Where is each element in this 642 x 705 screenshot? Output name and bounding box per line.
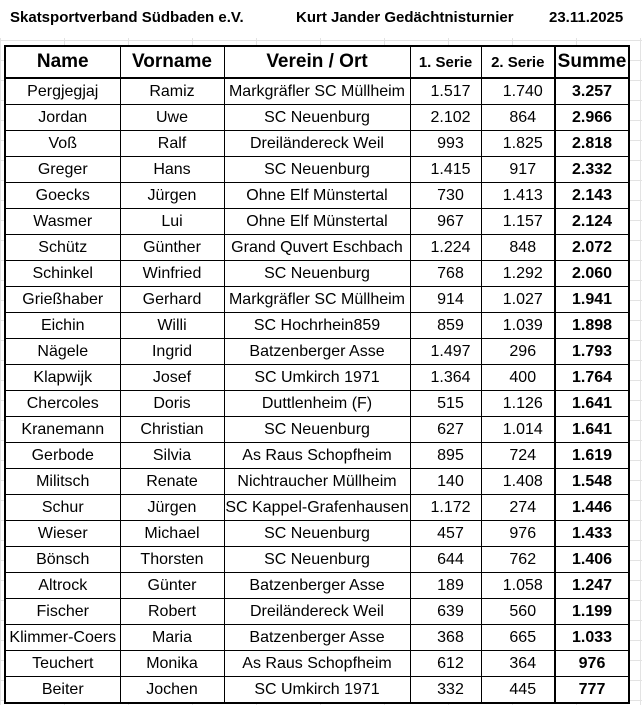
cell-verein[interactable]: SC Neuenburg	[224, 157, 410, 183]
table-row	[5, 443, 629, 469]
cell-summe[interactable]: 1.406	[555, 547, 629, 573]
cell-name[interactable]: Nägele	[5, 339, 120, 365]
table-row	[5, 209, 629, 235]
cell-verein[interactable]: SC Kappel-Grafenhausen	[224, 495, 410, 521]
cell-name[interactable]: Jordan	[5, 105, 120, 131]
cell-serie1[interactable]: 1.172	[410, 495, 481, 521]
cell-name[interactable]: Klapwijk	[5, 365, 120, 391]
cell-summe[interactable]: 1.641	[555, 391, 629, 417]
cell-serie2[interactable]: 1.058	[481, 573, 555, 599]
table-row	[5, 339, 629, 365]
cell-name[interactable]: Goecks	[5, 183, 120, 209]
cell-vorname[interactable]: Uwe	[120, 105, 224, 131]
table-row	[5, 261, 629, 287]
cell-name[interactable]: Grießhaber	[5, 287, 120, 313]
cell-serie2[interactable]: 1.740	[481, 78, 555, 105]
cell-serie2[interactable]: 762	[481, 547, 555, 573]
cell-summe[interactable]: 2.818	[555, 131, 629, 157]
sheet-header	[0, 0, 642, 38]
cell-serie2[interactable]: 1.014	[481, 417, 555, 443]
cell-verein[interactable]: Grand Quvert Eschbach	[224, 235, 410, 261]
cell-name[interactable]: Gerbode	[5, 443, 120, 469]
cell-vorname[interactable]: Günter	[120, 573, 224, 599]
cell-vorname[interactable]: Ralf	[120, 131, 224, 157]
header-row	[5, 46, 629, 78]
cell-verein[interactable]: Ohne Elf Münstertal	[224, 183, 410, 209]
table-row	[5, 469, 629, 495]
results-table	[4, 45, 630, 704]
cell-serie2[interactable]: 560	[481, 599, 555, 625]
column-header-name[interactable]: Name	[5, 46, 120, 78]
table-row	[5, 651, 629, 677]
cell-vorname[interactable]: Michael	[120, 521, 224, 547]
cell-serie2[interactable]: 274	[481, 495, 555, 521]
cell-serie1[interactable]: 189	[410, 573, 481, 599]
cell-name[interactable]: Militsch	[5, 469, 120, 495]
cell-serie1[interactable]: 515	[410, 391, 481, 417]
cell-serie1[interactable]: 1.224	[410, 235, 481, 261]
cell-summe[interactable]: 2.966	[555, 105, 629, 131]
cell-serie2[interactable]: 364	[481, 651, 555, 677]
cell-vorname[interactable]: Doris	[120, 391, 224, 417]
cell-summe[interactable]: 3.257	[555, 78, 629, 105]
cell-summe[interactable]: 2.060	[555, 261, 629, 287]
cell-summe[interactable]: 976	[555, 651, 629, 677]
cell-name[interactable]: Schütz	[5, 235, 120, 261]
column-header-summe[interactable]: Summe	[555, 46, 629, 78]
cell-summe[interactable]: 1.941	[555, 287, 629, 313]
cell-serie1[interactable]: 2.102	[410, 105, 481, 131]
cell-serie2[interactable]: 1.292	[481, 261, 555, 287]
tournament-date: 23.11.2025	[549, 9, 624, 26]
table-row	[5, 391, 629, 417]
cell-serie2[interactable]: 864	[481, 105, 555, 131]
cell-name[interactable]: Teuchert	[5, 651, 120, 677]
cell-serie1[interactable]: 993	[410, 131, 481, 157]
cell-serie2[interactable]: 1.039	[481, 313, 555, 339]
cell-summe[interactable]: 777	[555, 677, 629, 704]
cell-vorname[interactable]: Monika	[120, 651, 224, 677]
cell-serie1[interactable]: 730	[410, 183, 481, 209]
table-row	[5, 417, 629, 443]
cell-name[interactable]: Schur	[5, 495, 120, 521]
cell-serie2[interactable]: 665	[481, 625, 555, 651]
cell-verein[interactable]: SC Neuenburg	[224, 521, 410, 547]
cell-name[interactable]: Wasmer	[5, 209, 120, 235]
cell-vorname[interactable]: Hans	[120, 157, 224, 183]
cell-verein[interactable]: Batzenberger Asse	[224, 625, 410, 651]
table-row	[5, 547, 629, 573]
cell-vorname[interactable]: Jürgen	[120, 495, 224, 521]
cell-summe[interactable]: 1.446	[555, 495, 629, 521]
table-row	[5, 157, 629, 183]
tournament-title: Kurt Jander Gedächtnisturnier	[296, 9, 514, 26]
cell-serie1[interactable]: 368	[410, 625, 481, 651]
cell-summe[interactable]: 2.143	[555, 183, 629, 209]
cell-vorname[interactable]: Jürgen	[120, 183, 224, 209]
cell-name[interactable]: Greger	[5, 157, 120, 183]
cell-verein[interactable]: As Raus Schopfheim	[224, 651, 410, 677]
table-row	[5, 573, 629, 599]
column-header-vorname[interactable]: Vorname	[120, 46, 224, 78]
cell-vorname[interactable]: Günther	[120, 235, 224, 261]
cell-summe[interactable]: 1.199	[555, 599, 629, 625]
column-header-verein[interactable]: Verein / Ort	[224, 46, 410, 78]
cell-verein[interactable]: SC Neuenburg	[224, 261, 410, 287]
cell-name[interactable]: Beiter	[5, 677, 120, 704]
cell-serie1[interactable]: 612	[410, 651, 481, 677]
cell-summe[interactable]: 1.619	[555, 443, 629, 469]
cell-vorname[interactable]: Lui	[120, 209, 224, 235]
cell-name[interactable]: Wieser	[5, 521, 120, 547]
cell-serie2[interactable]: 976	[481, 521, 555, 547]
cell-serie1[interactable]: 768	[410, 261, 481, 287]
table-row	[5, 521, 629, 547]
org-title: Skatsportverband Südbaden e.V.	[10, 9, 244, 26]
cell-verein[interactable]: Batzenberger Asse	[224, 339, 410, 365]
cell-serie2[interactable]: 1.413	[481, 183, 555, 209]
cell-serie2[interactable]: 296	[481, 339, 555, 365]
cell-verein[interactable]: As Raus Schopfheim	[224, 443, 410, 469]
cell-serie1[interactable]: 457	[410, 521, 481, 547]
cell-summe[interactable]: 1.641	[555, 417, 629, 443]
cell-verein[interactable]: Dreiländereck Weil	[224, 131, 410, 157]
cell-vorname[interactable]: Willi	[120, 313, 224, 339]
cell-serie1[interactable]: 140	[410, 469, 481, 495]
cell-serie2[interactable]: 848	[481, 235, 555, 261]
table-row	[5, 365, 629, 391]
table-row	[5, 235, 629, 261]
cell-vorname[interactable]: Renate	[120, 469, 224, 495]
cell-verein[interactable]: Markgräfler SC Müllheim	[224, 287, 410, 313]
cell-name[interactable]: Altrock	[5, 573, 120, 599]
table-row	[5, 287, 629, 313]
cell-serie1[interactable]: 1.497	[410, 339, 481, 365]
cell-serie2[interactable]: 917	[481, 157, 555, 183]
cell-verein[interactable]: SC Neuenburg	[224, 105, 410, 131]
table-row	[5, 313, 629, 339]
cell-serie1[interactable]: 332	[410, 677, 481, 704]
cell-verein[interactable]: SC Hochrhein859	[224, 313, 410, 339]
cell-serie1[interactable]: 639	[410, 599, 481, 625]
table-row	[5, 599, 629, 625]
cell-summe[interactable]: 1.764	[555, 365, 629, 391]
cell-summe[interactable]: 1.247	[555, 573, 629, 599]
cell-vorname[interactable]: Gerhard	[120, 287, 224, 313]
cell-verein[interactable]: Duttlenheim (F)	[224, 391, 410, 417]
cell-name[interactable]: Bönsch	[5, 547, 120, 573]
cell-summe[interactable]: 1.033	[555, 625, 629, 651]
table-row	[5, 183, 629, 209]
column-header-serie2[interactable]: 2. Serie	[481, 46, 555, 78]
cell-summe[interactable]: 1.433	[555, 521, 629, 547]
cell-serie1[interactable]: 1.517	[410, 78, 481, 105]
cell-serie2[interactable]: 1.825	[481, 131, 555, 157]
cell-serie1[interactable]: 914	[410, 287, 481, 313]
cell-serie1[interactable]: 1.415	[410, 157, 481, 183]
cell-serie2[interactable]: 1.027	[481, 287, 555, 313]
cell-vorname[interactable]: Thorsten	[120, 547, 224, 573]
cell-verein[interactable]: Nichtraucher Müllheim	[224, 469, 410, 495]
cell-name[interactable]: Klimmer-Coers	[5, 625, 120, 651]
cell-serie1[interactable]: 1.364	[410, 365, 481, 391]
cell-vorname[interactable]: Christian	[120, 417, 224, 443]
cell-serie1[interactable]: 859	[410, 313, 481, 339]
cell-verein[interactable]: Batzenberger Asse	[224, 573, 410, 599]
cell-verein[interactable]: Markgräfler SC Müllheim	[224, 78, 410, 105]
cell-serie2[interactable]: 400	[481, 365, 555, 391]
cell-summe[interactable]: 2.124	[555, 209, 629, 235]
cell-serie2[interactable]: 1.157	[481, 209, 555, 235]
cell-vorname[interactable]: Ramiz	[120, 78, 224, 105]
cell-vorname[interactable]: Maria	[120, 625, 224, 651]
table-row	[5, 495, 629, 521]
cell-serie1[interactable]: 895	[410, 443, 481, 469]
cell-serie1[interactable]: 627	[410, 417, 481, 443]
cell-verein[interactable]: SC Umkirch 1971	[224, 365, 410, 391]
cell-vorname[interactable]: Jochen	[120, 677, 224, 704]
cell-serie2[interactable]: 724	[481, 443, 555, 469]
table-row	[5, 625, 629, 651]
table-row	[5, 131, 629, 157]
cell-serie2[interactable]: 445	[481, 677, 555, 704]
cell-vorname[interactable]: Ingrid	[120, 339, 224, 365]
cell-name[interactable]: Eichin	[5, 313, 120, 339]
table-row	[5, 105, 629, 131]
cell-serie1[interactable]: 644	[410, 547, 481, 573]
cell-name[interactable]: Fischer	[5, 599, 120, 625]
cell-verein[interactable]: SC Neuenburg	[224, 547, 410, 573]
table-row	[5, 78, 629, 105]
cell-vorname[interactable]: Josef	[120, 365, 224, 391]
cell-summe[interactable]: 1.898	[555, 313, 629, 339]
cell-verein[interactable]: Dreiländereck Weil	[224, 599, 410, 625]
cell-summe[interactable]: 1.548	[555, 469, 629, 495]
cell-name[interactable]: Voß	[5, 131, 120, 157]
cell-serie1[interactable]: 967	[410, 209, 481, 235]
cell-vorname[interactable]: Robert	[120, 599, 224, 625]
cell-name[interactable]: Kranemann	[5, 417, 120, 443]
cell-summe[interactable]: 2.072	[555, 235, 629, 261]
cell-name[interactable]: Chercoles	[5, 391, 120, 417]
cell-serie2[interactable]: 1.408	[481, 469, 555, 495]
cell-verein[interactable]: Ohne Elf Münstertal	[224, 209, 410, 235]
cell-serie2[interactable]: 1.126	[481, 391, 555, 417]
cell-vorname[interactable]: Winfried	[120, 261, 224, 287]
table-row	[5, 677, 629, 704]
cell-summe[interactable]: 2.332	[555, 157, 629, 183]
cell-name[interactable]: Schinkel	[5, 261, 120, 287]
cell-vorname[interactable]: Silvia	[120, 443, 224, 469]
cell-name[interactable]: Pergjegjaj	[5, 78, 120, 105]
cell-verein[interactable]: SC Umkirch 1971	[224, 677, 410, 704]
cell-summe[interactable]: 1.793	[555, 339, 629, 365]
cell-verein[interactable]: SC Neuenburg	[224, 417, 410, 443]
column-header-serie1[interactable]: 1. Serie	[410, 46, 481, 78]
results-body	[5, 78, 629, 703]
